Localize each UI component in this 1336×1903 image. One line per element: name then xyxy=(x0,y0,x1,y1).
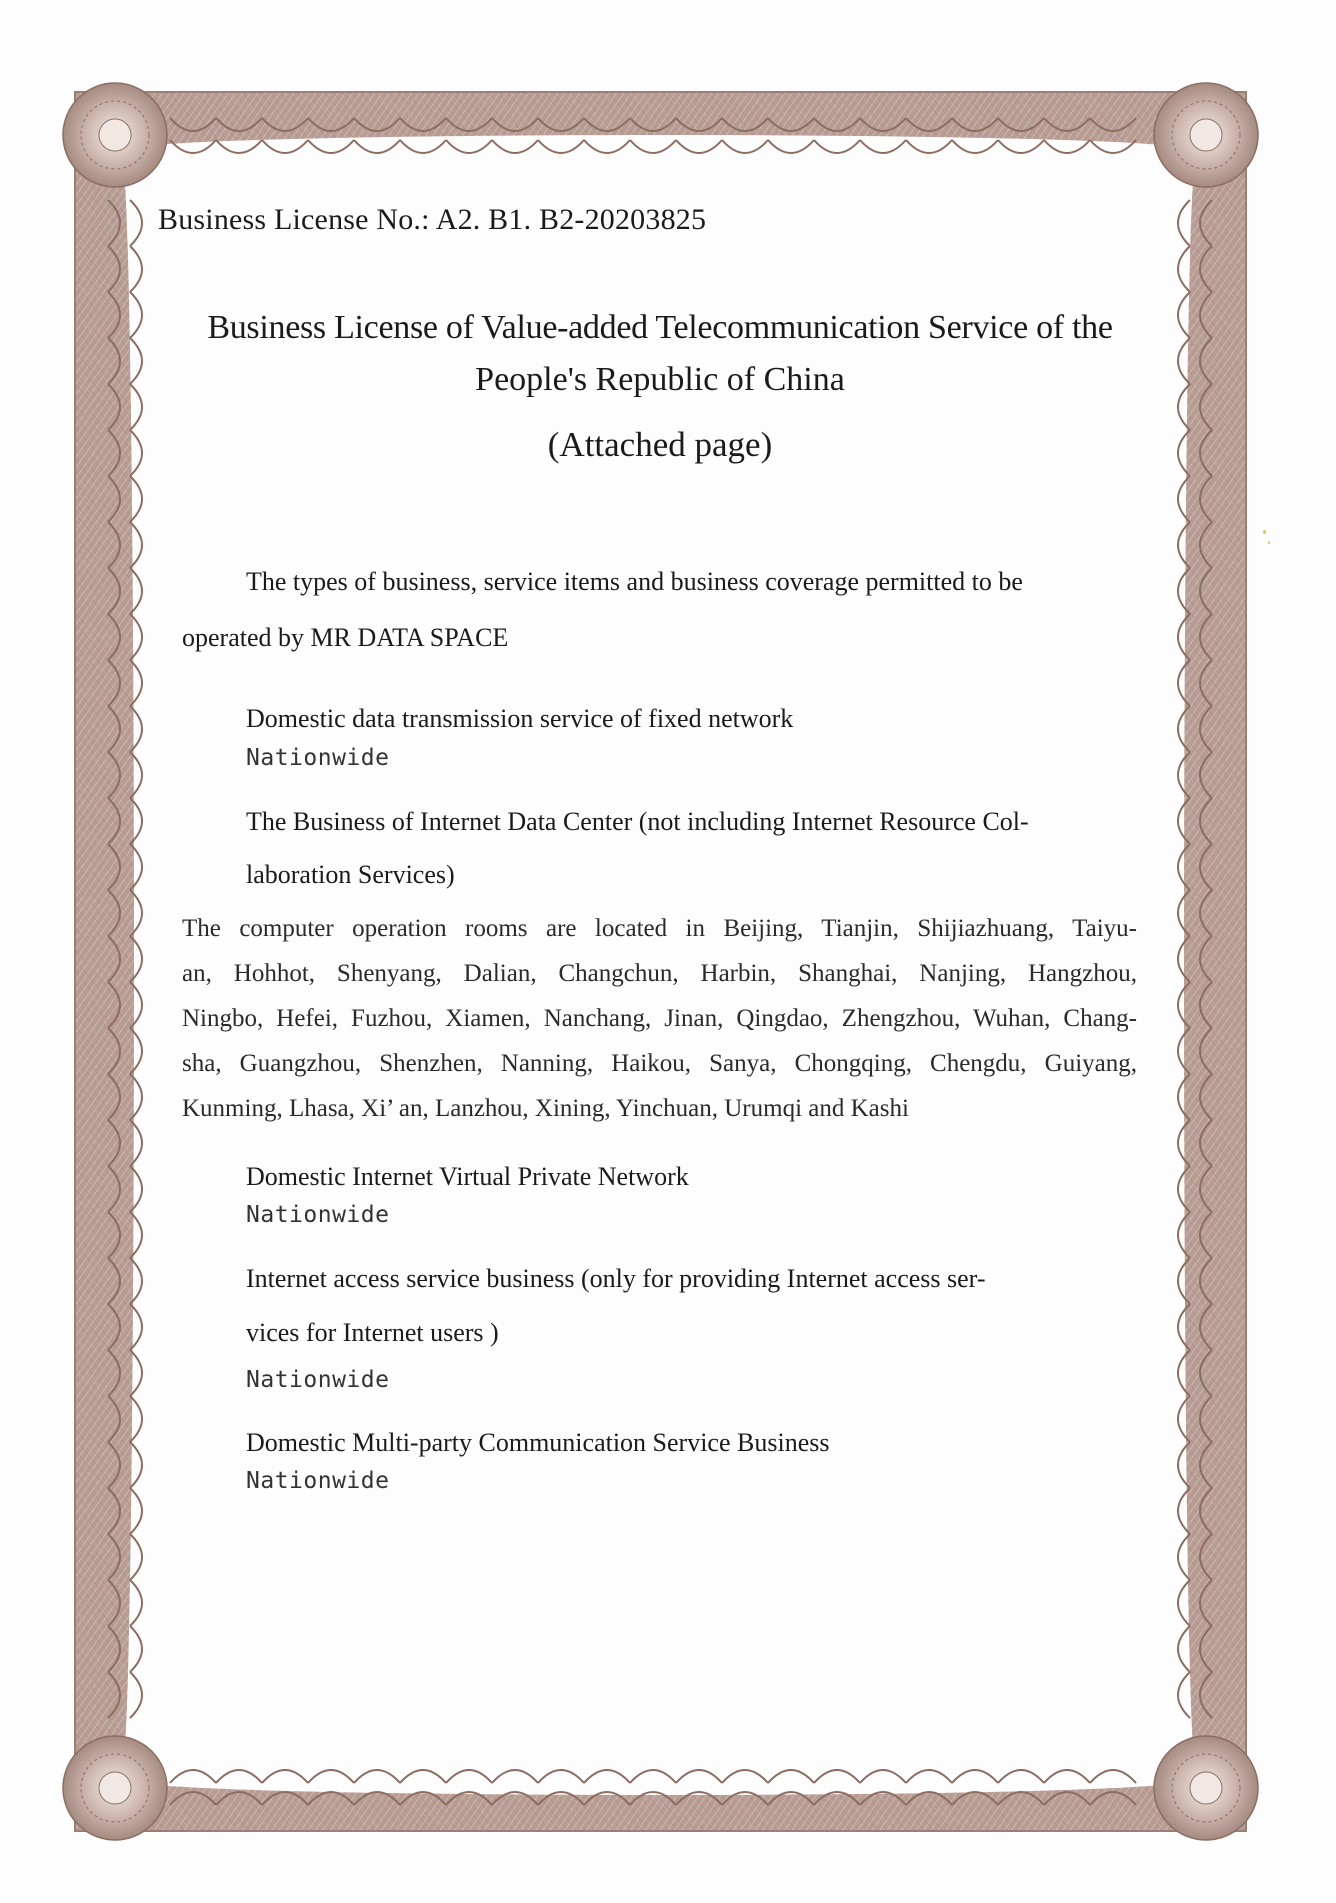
service-coverage-text: Ningbo, Hefei, Fuzhou, Xiamen, Nanchang, Jinan, Qingdao, Zhengzhou, Wuhan, Chang- xyxy=(182,1005,1137,1032)
service-coverage: Nationwide xyxy=(246,1367,390,1393)
service-title: vices for Internet users ) xyxy=(246,1318,499,1347)
service-coverage: Nationwide xyxy=(246,745,390,771)
service-title: Internet access service business (only for providing Internet access ser- xyxy=(246,1264,986,1293)
service-title: Domestic Multi-party Communication Service Business xyxy=(246,1428,830,1457)
service-title: The Business of Internet Data Center (not including Internet Resource Col- xyxy=(246,807,1029,836)
document-title-line-1: Business License of Value-added Telecommunication Service of the xyxy=(207,309,1113,346)
service-title: laboration Services) xyxy=(246,860,455,889)
license-number: Business License No.: A2. B1. B2-20203825 xyxy=(158,203,707,236)
scan-speck xyxy=(1268,541,1270,544)
service-coverage-text: The computer operation rooms are located in Beijing, Tianjin, Shijiazhuang, Taiyu- xyxy=(182,915,1137,942)
service-coverage-text: sha, Guangzhou, Shenzhen, Nanning, Haikou, Sanya, Chongqing, Chengdu, Guiyang, xyxy=(182,1050,1137,1077)
scan-speck xyxy=(1263,530,1266,534)
service-coverage-text: Kunming, Lhasa, Xi’ an, Lanzhou, Xining, Yinchuan, Urumqi and Kashi xyxy=(182,1095,909,1122)
service-coverage: Nationwide xyxy=(246,1202,390,1228)
attached-page-label: (Attached page) xyxy=(547,425,773,464)
service-title: Domestic Internet Virtual Private Network xyxy=(246,1162,689,1191)
intro-text-line-1: The types of business, service items and business coverage permitted to be xyxy=(246,567,1023,596)
document-title-line-2: People's Republic of China xyxy=(475,361,845,398)
service-coverage: Nationwide xyxy=(246,1468,390,1494)
intro-text-line-2: operated by MR DATA SPACE xyxy=(182,623,509,652)
service-title: Domestic data transmission service of fixed network xyxy=(246,704,794,733)
service-coverage-text: an, Hohhot, Shenyang, Dalian, Changchun, Harbin, Shanghai, Nanjing, Hangzhou, xyxy=(182,960,1137,987)
